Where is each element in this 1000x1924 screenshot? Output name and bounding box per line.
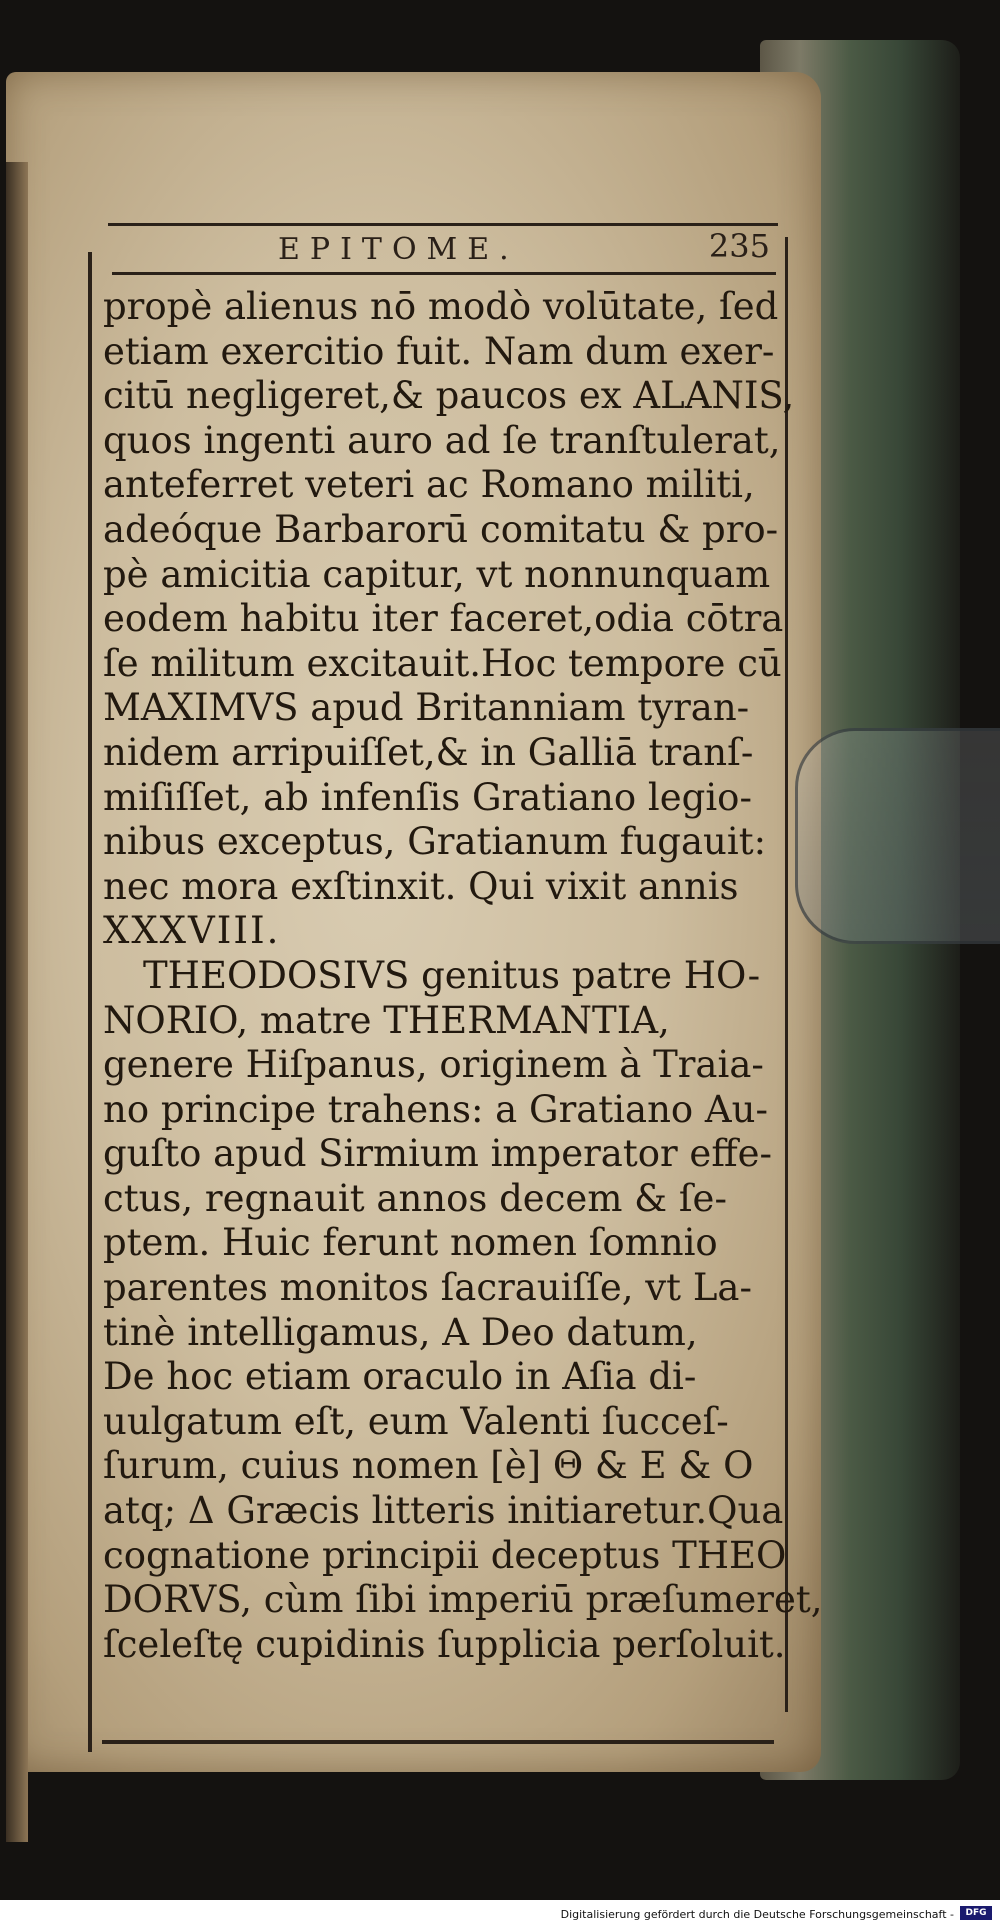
book-page	[6, 72, 821, 1772]
text-line: THEODOSIVS genitus patre HO-	[143, 953, 761, 997]
text-line: etiam exercitio fuit. Nam dum exer-	[103, 329, 775, 373]
funding-credit: Digitalisierung gefördert durch die Deutsche Forschungsgemeinschaft -	[560, 1908, 954, 1921]
text-line: ſe militum excitauit.Hoc tempore cū	[103, 641, 782, 685]
footer-bar	[0, 1900, 1000, 1924]
text-line: eodem habitu iter faceret,odia cōtra	[103, 597, 784, 641]
text-line: ptem. Huic ferunt nomen ſomnio	[103, 1221, 718, 1265]
text-line: ſurum, cuius nomen [è] Θ & E & O	[103, 1444, 754, 1488]
running-title: EPITOME.	[278, 232, 519, 267]
dfg-logo-icon: DFG	[960, 1906, 992, 1920]
text-line: nec mora exſtinxit. Qui vixit annis	[103, 864, 739, 908]
text-line: tinè intelligamus, A Deo datum,	[103, 1310, 698, 1354]
top-rule	[108, 223, 778, 226]
text-line: pè amicitia capitur, vt nonnunquam	[103, 552, 771, 596]
page-left-edge	[6, 162, 28, 1842]
text-line: MAXIMVS apud Britanniam tyran-	[103, 686, 750, 730]
text-line: DORVS, cùm ſibi imperiū præſumeret,	[103, 1578, 823, 1622]
scanner-glass-clip	[795, 728, 1000, 944]
text-line: XXXVIII.	[103, 909, 281, 953]
text-line: miſiſſet, ab infenſis Gratiano legio-	[103, 775, 752, 819]
text-line: anteferret veteri ac Romano militi,	[103, 463, 755, 507]
text-line: no principe trahens: a Gratiano Au-	[103, 1087, 768, 1131]
text-line: uulgatum eſt, eum Valenti ſucceſ-	[103, 1399, 729, 1443]
text-line: parentes monitos ſacrauiſſe, vt La-	[103, 1266, 752, 1310]
text-line: nidem arripuiſſet,& in Galliā tranſ-	[103, 730, 754, 774]
text-line: adeóque Barbarorū comitatu & pro-	[103, 507, 779, 551]
text-line: citū negligeret,& paucos ex ALANIS,	[103, 374, 795, 418]
left-rule	[88, 252, 92, 1752]
text-line: NORIO, matre THERMANTIA,	[103, 998, 670, 1042]
text-frame	[88, 217, 823, 1752]
text-line: genere Hiſpanus, originem à Traia-	[103, 1043, 764, 1087]
text-line: guſto apud Sirmium imperator effe-	[103, 1132, 773, 1176]
text-line: De hoc etiam oraculo in Aſia di-	[103, 1355, 697, 1399]
text-line: quos ingenti auro ad ſe tranſtulerat,	[103, 418, 781, 462]
header-rule	[112, 272, 776, 275]
text-line: nibus exceptus, Gratianum fugauit:	[103, 820, 767, 864]
text-line: cognatione principii deceptus THEO	[103, 1533, 787, 1577]
text-line: propè alienus nō modò volūtate, ſed	[103, 285, 779, 328]
page-number: 235	[708, 227, 770, 265]
body-text	[103, 285, 823, 1667]
text-line: ctus, regnauit annos decem & ſe-	[103, 1176, 727, 1220]
bottom-rule	[102, 1740, 774, 1744]
text-line: ſceleſtę cupidinis ſupplicia perſoluit.	[103, 1622, 786, 1666]
text-line: atq; Δ Græcis litteris initiaretur.Qua	[103, 1489, 784, 1533]
